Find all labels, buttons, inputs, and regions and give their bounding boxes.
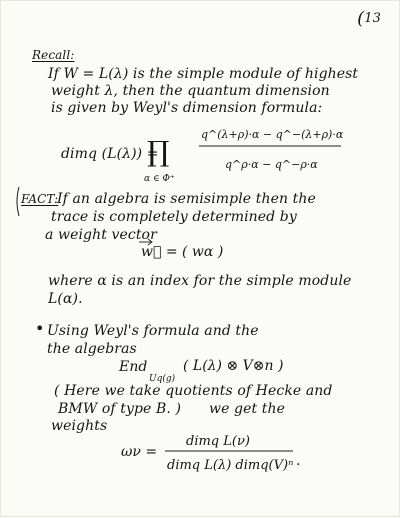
formula-numerator: q^(λ+ρ)·α − q^−(λ+ρ)·α — [201, 128, 344, 141]
recall-heading: Recall: — [32, 48, 75, 62]
using-line-1: Using Weyl's formula and the — [47, 323, 259, 339]
where-line-2: L(α). — [48, 291, 83, 307]
weight-formula-numerator: dimq L(ν) — [186, 434, 250, 449]
recall-line-1: If W = L(λ) is the simple module of highest — [48, 66, 359, 82]
weight-vector: w⃗ = ( wα ) — [141, 244, 224, 260]
formula-denominator: q^ρ·α − q^−ρ·α — [225, 158, 318, 171]
fact-line-1: If an algebra is semisimple then the — [57, 191, 316, 207]
weight-formula-lhs: ων = — [121, 444, 158, 460]
using-line-2: the algebras — [47, 341, 137, 357]
paren-line-1: ( Here we take quotients of Hecke and — [54, 383, 333, 399]
fact-line-3: a weight vector — [45, 227, 157, 243]
product-subscript: α ∈ Φ⁺ — [144, 174, 175, 184]
page-number: (13 — [357, 8, 381, 29]
recall-line-3: is given by Weyl's dimension formula: — [51, 100, 323, 116]
bullet: • — [35, 319, 45, 338]
we-get-text: we get the — [209, 401, 285, 417]
where-line-1: where α is an index for the simple module — [48, 273, 352, 289]
recall-line-2: weight λ, then the quantum dimension — [51, 83, 330, 99]
end-subscript: Uq(g) — [149, 374, 176, 384]
weights-label: weights — [51, 418, 108, 434]
handwritten-strokes — [1, 1, 400, 518]
weight-formula-period: . — [296, 453, 301, 469]
product-symbol: ∏ — [147, 135, 170, 168]
fact-line-2: trace is completely determined by — [51, 209, 297, 225]
end-argument: ( L(λ) ⊗ V⊗n ) — [183, 358, 284, 374]
fact-bracket-stroke — [17, 187, 19, 216]
paren-line-2: BMW of type B. ) — [58, 401, 182, 417]
fact-label: FACT: — [21, 192, 59, 206]
end-label: End — [119, 359, 148, 375]
weight-formula-denominator: dimq L(λ) dimq(V)ⁿ — [167, 458, 294, 473]
formula-lhs: dimq (L(λ)) = — [61, 146, 159, 162]
